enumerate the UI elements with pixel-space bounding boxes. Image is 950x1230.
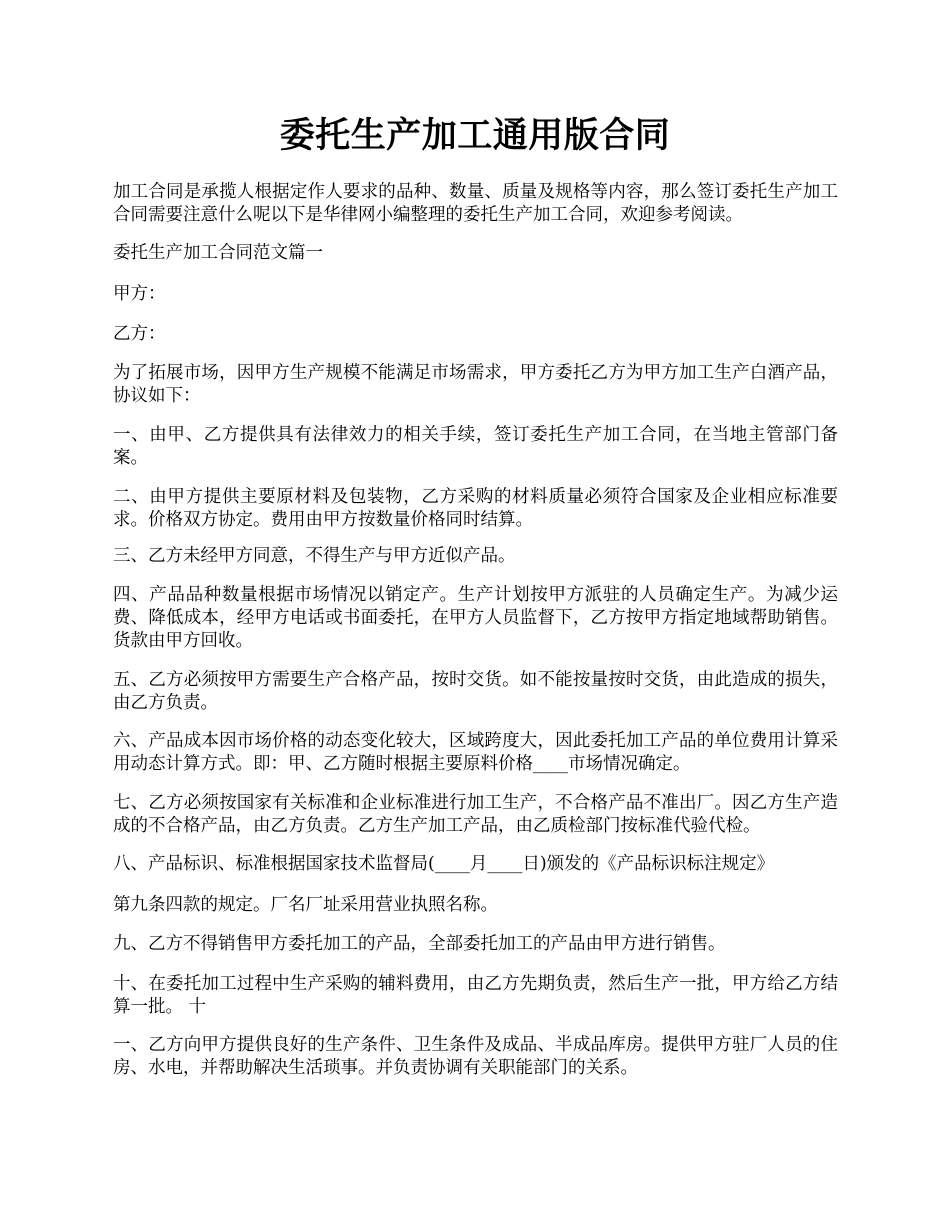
clause-1: 一、由甲、乙方提供具有法律效力的相关手续，签订委托生产加工合同，在当地主管部门备案。 (113, 425, 838, 468)
section-heading: 委托生产加工合同范文篇一 (113, 243, 323, 263)
preamble-paragraph: 为了拓展市场，因甲方生产规模不能满足市场需求，甲方委托乙方为甲方加工生产白酒产品，协议如下： (113, 363, 838, 406)
clause-6: 六、产品成本因市场价格的动态变化较大，区域跨度大，因此委托加工产品的单位费用计算采用动态计算方式。即：甲、乙方随时根据主要原料价格____市场情况确定。 (113, 731, 838, 774)
clause-8-continued: 第九条四款的规定。厂名厂址采用营业执照名称。 (113, 895, 498, 915)
document-title: 委托生产加工通用版合同 (279, 115, 671, 156)
clause-9: 九、乙方不得销售甲方委托加工的产品，全部委托加工的产品由甲方进行销售。 (113, 934, 726, 954)
intro-paragraph: 加工合同是承揽人根据定作人要求的品种、数量、质量及规格等内容，那么签订委托生产加工合同需要注意什么呢以下是华律网小编整理的委托生产加工合同，欢迎参考阅读。 (113, 182, 838, 225)
clause-5: 五、乙方必须按甲方需要生产合格产品，按时交货。如不能按量按时交货，由此造成的损失，由乙方负责。 (113, 670, 838, 713)
clause-10: 十、在委托加工过程中生产采购的辅料费用，由乙方先期负责，然后生产一批，甲方给乙方结算一批。 十 (113, 974, 838, 1017)
party-a-line: 甲方： (113, 284, 166, 304)
party-b-line: 乙方： (113, 324, 166, 344)
clause-2: 二、由甲方提供主要原材料及包装物，乙方采购的材料质量必须符合国家及企业相应标准要求。价格双方协定。费用由甲方按数量价格同时结算。 (113, 487, 838, 530)
clause-3: 三、乙方未经甲方同意，不得生产与甲方近似产品。 (113, 546, 516, 566)
clause-4: 四、产品品种数量根据市场情况以销定产。生产计划按甲方派驻的人员确定生产。为减少运费、降低成本，经甲方电话或书面委托，在甲方人员监督下，乙方按甲方指定地域帮助销售。货款由甲方回收。 (113, 585, 838, 651)
clause-11: 一、乙方向甲方提供良好的生产条件、卫生条件及成品、半成品库房。提供甲方驻厂人员的住房、水电，并帮助解决生活琐事。并负责协调有关职能部门的关系。 (113, 1035, 838, 1078)
clause-8: 八、产品标识、标准根据国家技术监督局(____月____日)颁发的《产品标识标注规定》 (113, 854, 775, 874)
clause-7: 七、乙方必须按国家有关标准和企业标准进行加工生产，不合格产品不准出厂。因乙方生产造成的不合格产品，由乙方负责。乙方生产加工产品，由乙质检部门按标准代验代检。 (113, 793, 838, 836)
